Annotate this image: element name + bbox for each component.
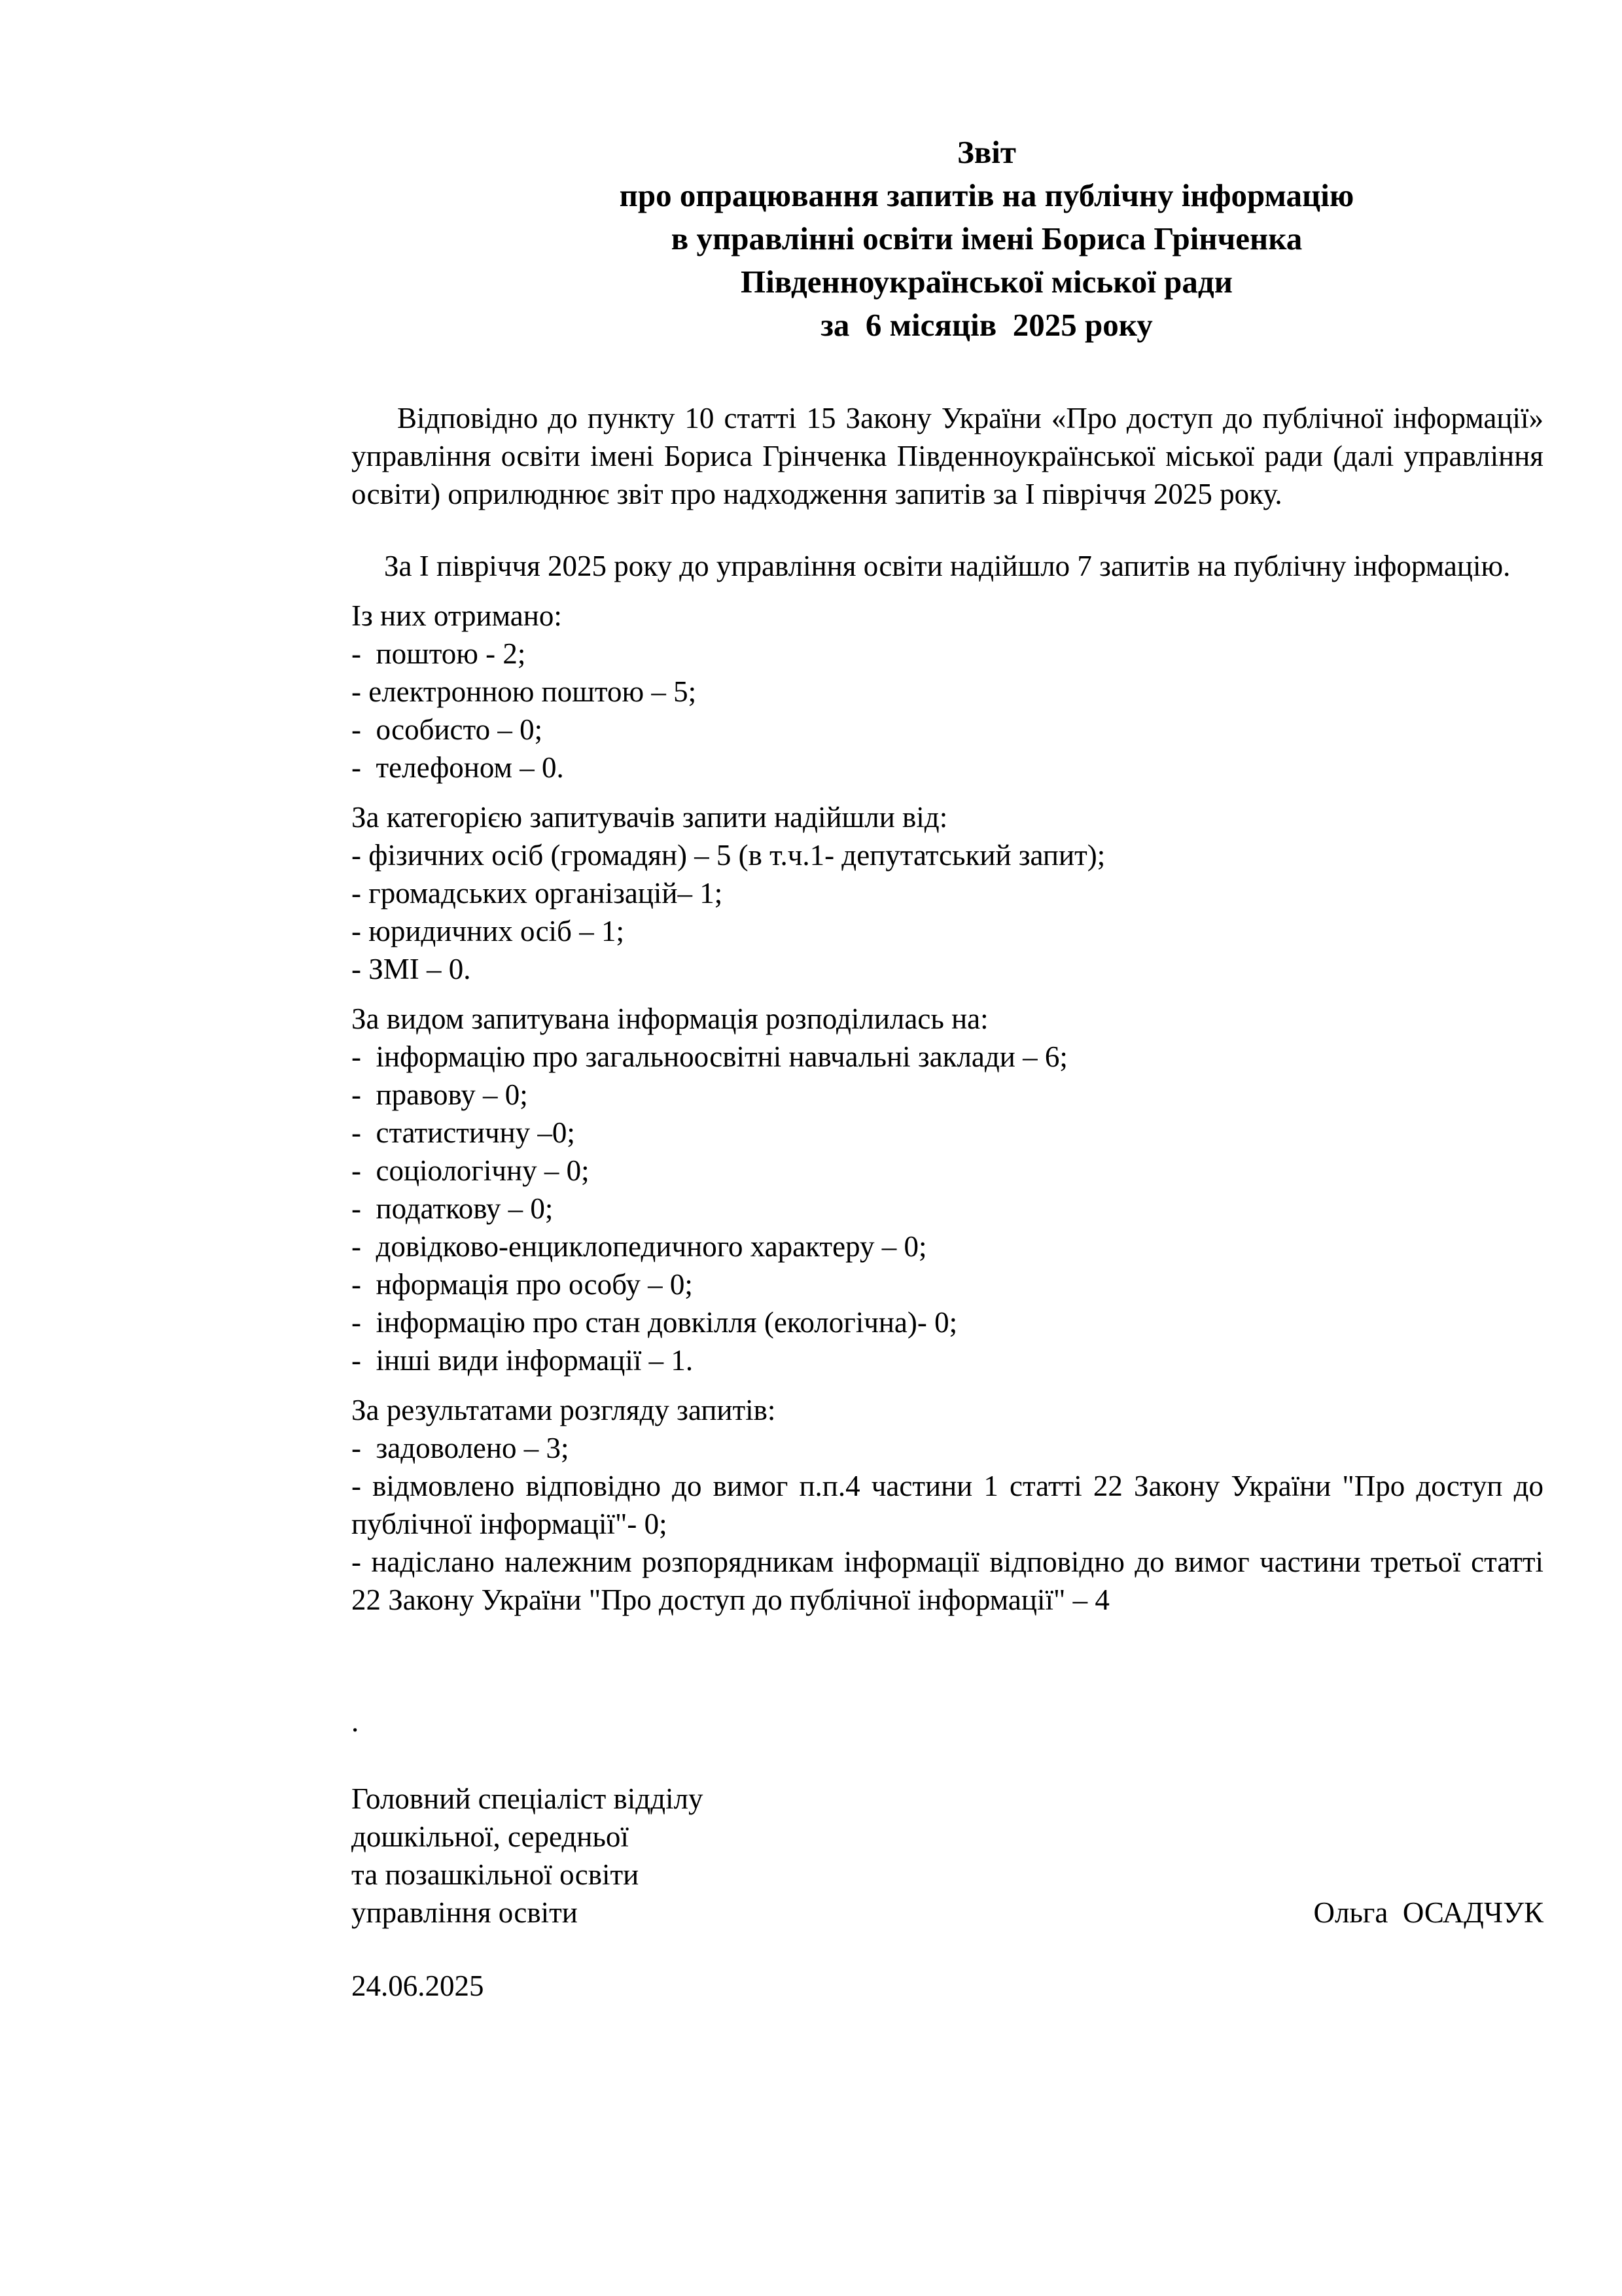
list-item: - телефоном – 0. [351,751,564,784]
list-item: - відмовлено відповідно до вимог п.п.4 частини 1 статті 22 Закону України "Про доступ до публічної інформації"- 0; [351,1470,1543,1540]
list-item: - електронною поштою – 5; [351,675,697,708]
received-section [351,597,1543,786]
types-section [351,1000,1543,1379]
categories-section [351,798,1543,988]
title-line-3: в управлінні освіти імені Бориса Грінченка [671,221,1303,256]
list-item: - правову – 0; [351,1078,528,1111]
title-line-1: Звіт [957,134,1016,170]
results-heading: За результатами розгляду запитів: [351,1394,776,1426]
signer-position-line: управління освіти [351,1896,578,1929]
intro-paragraph: Відповідно до пункту 10 статті 15 Закону України «Про доступ до публічної інформації» управління освіти імені Бориса Грінченка Південноукраїнської міської ради (далі управління освіти) оприлюднює звіт про надходження запитів за І півріччя 2025 року. [351,402,1543,510]
separator-dot: . [351,1705,359,1738]
results-section [351,1391,1543,1619]
title-line-2: про опрацювання запитів на публічну інформацію [619,177,1354,213]
list-item: - ЗМІ – 0. [351,953,471,985]
list-item: - соціологічну – 0; [351,1154,590,1187]
list-item: - статистичну –0; [351,1116,575,1149]
list-item: - юридичних осіб – 1; [351,915,624,947]
list-item: - інформацію про загальноосвітні навчальні заклади – 6; [351,1040,1068,1073]
signer-position-line: дошкільної, середньої [351,1820,629,1853]
types-heading: За видом запитувана інформація розподілилась на: [351,1002,989,1035]
list-item: - поштою - 2; [351,637,526,670]
categories-heading: За категорією запитувачів запити надійшли від: [351,801,948,834]
list-item: - громадських організацій– 1; [351,877,723,910]
list-item: - довідково-енциклопедичного характеру – 0; [351,1230,927,1263]
list-item: - податкову – 0; [351,1192,554,1225]
list-item: - задоволено – 3; [351,1432,569,1464]
list-item: - нформація про особу – 0; [351,1268,693,1301]
title-line-5: за 6 місяців 2025 року [820,307,1153,343]
list-item: - особисто – 0; [351,713,543,746]
list-item: - інші види інформації – 1. [351,1344,694,1377]
signer-position-line: та позашкільної освіти [351,1858,639,1891]
list-item: - фізичних осіб (громадян) – 5 (в т.ч.1- депутатський запит); [351,839,1106,872]
request-count-paragraph: За І півріччя 2025 року до управління освіти надійшло 7 запитів на публічну інформацію. [384,550,1511,582]
signature-block [351,1780,1543,1932]
received-heading: Із них отримано: [351,599,562,632]
document-page [351,131,1543,2005]
document-date: 24.06.2025 [351,1969,484,2002]
list-item: - надіслано належним розпорядникам інформації відповідно до вимог частини третьої статті 22 Закону України "Про доступ до публічної інформації" – 4 [351,1545,1543,1616]
title-line-4: Південноукраїнської міської ради [741,264,1233,300]
report-title [430,131,1543,347]
signer-name: Ольга ОСАДЧУК [1313,1896,1543,1929]
signer-position-line: Головний спеціаліст відділу [351,1782,703,1815]
list-item: - інформацію про стан довкілля (екологічна)- 0; [351,1306,958,1339]
